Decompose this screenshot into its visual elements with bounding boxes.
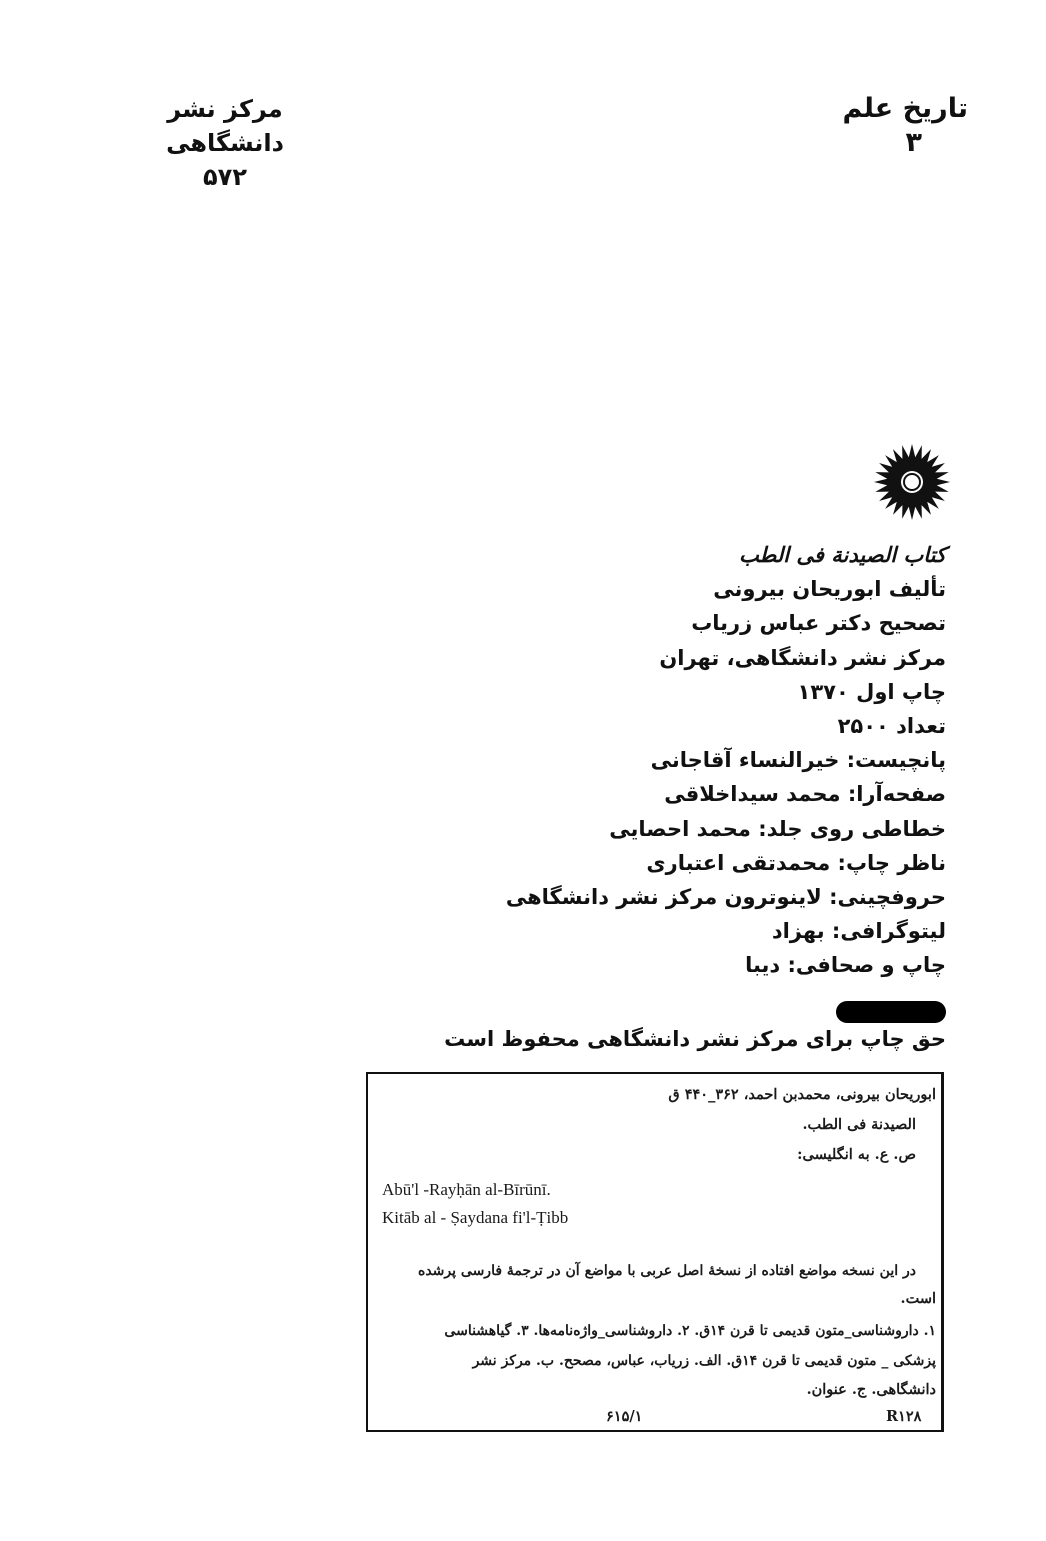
card-english-note: ص. ع. به انگلیسی:: [797, 1146, 916, 1163]
copyright-notice: حق چاپ برای مرکز نشر دانشگاهی محفوظ است: [444, 1027, 946, 1051]
card-subjects-line-2: پزشکی _ متون قدیمی تا قرن ۱۴ق. الف. زریاب، عباس، مصحح. ب. مرکز نشر: [472, 1353, 936, 1369]
card-note-line-1: در این نسخه مواضع افتاده از نسخهٔ اصل عربی با مواضع آن در ترجمهٔ فارسی پرشده: [418, 1263, 916, 1279]
card-subjects-line-3: دانشگاهی. ج. عنوان.: [806, 1381, 936, 1398]
card-author-heading: ابوریحان بیرونی، محمدبن احمد، ۳۶۲_۴۴۰ ق: [668, 1086, 936, 1103]
editor-line: تصحیح دکتر عباس زریاب: [691, 611, 946, 636]
edition-line: چاپ اول ۱۳۷۰: [797, 679, 946, 704]
card-lc-number: R۱۲۸: [886, 1408, 922, 1425]
series-number: ۳: [905, 127, 922, 158]
printing-binding-line: چاپ و صحافی: دیبا: [745, 953, 946, 978]
card-note-line-2: است.: [900, 1290, 936, 1307]
book-title: کتاب الصیدنة فی الطب: [739, 543, 946, 567]
print-run-line: تعداد ۲۵۰۰: [837, 713, 946, 738]
card-latin-author: Abū'l -Rayḥān al-Bīrūnī.: [382, 1180, 551, 1199]
series-title: تاریخ علم: [842, 93, 968, 124]
card-dewey-number: ۶۱۵/۱: [606, 1408, 643, 1425]
card-subjects-line-1: ۱. داروشناسی_متون قدیمی تا قرن ۱۴ق. ۲. داروشناسی_واژه‌نامه‌ها. ۳. گیاهشناسی: [444, 1323, 936, 1339]
card-latin-title: Kitāb al - Ṣaydana fi'l-Ṭibb: [382, 1208, 569, 1227]
sunburst-emblem-icon: [873, 443, 951, 521]
redaction-mark: [836, 1001, 946, 1023]
layout-line: صفحه‌آرا: محمد سیداخلاقی: [664, 782, 946, 807]
publication-number: ۵۷۲: [203, 163, 247, 191]
publisher-header: [132, 92, 318, 194]
cover-calligraphy-line: خطاطی روی جلد: محمد احصایی: [609, 816, 946, 841]
typesetting-line: حروفچینی: لاینوترون مرکز نشر دانشگاهی: [505, 884, 946, 909]
punch-operator-line: پانچیست: خیرالنساء آقاجانی: [650, 748, 946, 773]
author-line: تألیف ابوریحان بیرونی: [713, 577, 946, 602]
colophon: [386, 538, 946, 982]
lithography-line: لیتوگرافی: بهزاد: [771, 919, 946, 944]
publisher-name: مرکز نشر دانشگاهی: [166, 95, 284, 157]
card-title: الصیدنة فی الطب.: [802, 1116, 916, 1133]
print-supervisor-line: ناظر چاپ: محمدتقی اعتباری: [646, 850, 946, 875]
publisher-line: مرکز نشر دانشگاهی، تهران: [659, 645, 946, 670]
series-header: [843, 92, 968, 160]
